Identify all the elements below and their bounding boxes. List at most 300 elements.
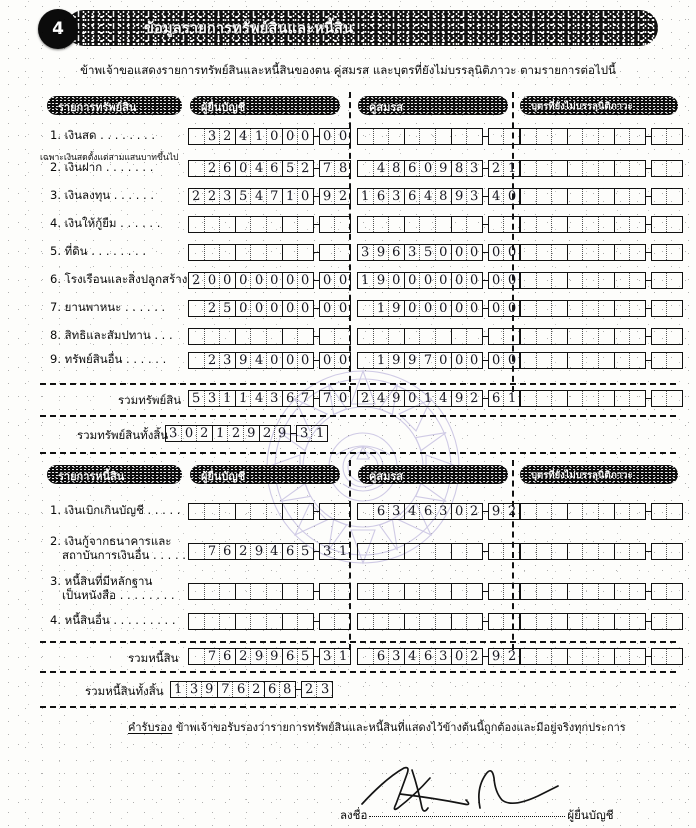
digit-cell[interactable] — [521, 584, 537, 599]
digit-cell[interactable] — [389, 329, 405, 344]
digit-cell[interactable] — [283, 189, 299, 204]
digit-cell[interactable] — [298, 273, 313, 288]
digit-cell[interactable] — [405, 129, 421, 144]
digit-cell[interactable] — [405, 217, 421, 232]
asset-1-spouse-satang[interactable] — [488, 128, 520, 145]
digit-cell[interactable] — [504, 504, 519, 519]
digit-cell[interactable] — [467, 584, 482, 599]
digit-cell[interactable] — [504, 649, 519, 664]
digit-cell[interactable] — [297, 426, 313, 441]
digit-cell[interactable] — [652, 584, 668, 599]
digit-cell[interactable] — [220, 161, 236, 176]
digit-cell[interactable] — [452, 245, 468, 260]
digit-cell[interactable] — [552, 329, 568, 344]
digit-cell[interactable] — [374, 217, 390, 232]
asset-1-declarant-baht[interactable] — [188, 128, 314, 145]
asset-6-declarant-satang[interactable] — [319, 272, 351, 289]
digit-cell[interactable] — [504, 129, 519, 144]
digit-cell[interactable] — [335, 273, 350, 288]
digit-cell[interactable] — [320, 353, 336, 368]
digit-cell[interactable] — [615, 301, 631, 316]
digit-cell[interactable] — [320, 649, 336, 664]
digit-cell[interactable] — [298, 584, 313, 599]
digit-cell[interactable] — [205, 649, 221, 664]
asset-2-spouse[interactable] — [357, 160, 520, 177]
digit-cell[interactable] — [389, 504, 405, 519]
digit-cell[interactable] — [452, 129, 468, 144]
digit-cell[interactable] — [267, 391, 283, 406]
digit-cell[interactable] — [251, 649, 267, 664]
digit-cell[interactable] — [420, 544, 436, 559]
asset-grandtotal-value-satang[interactable] — [296, 425, 328, 442]
liab-3-declarant[interactable] — [188, 583, 351, 600]
digit-cell[interactable] — [335, 504, 350, 519]
digit-cell[interactable] — [489, 391, 505, 406]
digit-cell[interactable] — [236, 273, 252, 288]
digit-cell[interactable] — [630, 391, 645, 406]
digit-cell[interactable] — [630, 189, 645, 204]
digit-cell[interactable] — [568, 217, 584, 232]
digit-cell[interactable] — [298, 301, 313, 316]
liab-1-declarant[interactable] — [188, 503, 351, 520]
digit-cell[interactable] — [599, 353, 615, 368]
digit-cell[interactable] — [420, 189, 436, 204]
digit-cell[interactable] — [405, 189, 421, 204]
digit-cell[interactable] — [504, 584, 519, 599]
digit-cell[interactable] — [504, 217, 519, 232]
digit-cell[interactable] — [504, 329, 519, 344]
liab-4-children[interactable] — [520, 613, 683, 630]
liab-4-spouse[interactable] — [357, 613, 520, 630]
asset-4-spouse-satang[interactable] — [488, 216, 520, 233]
digit-cell[interactable] — [197, 426, 213, 441]
digit-cell[interactable] — [389, 161, 405, 176]
asset-5-declarant-baht[interactable] — [188, 244, 314, 261]
digit-cell[interactable] — [189, 391, 205, 406]
liab-4-declarant-baht[interactable] — [188, 613, 314, 630]
digit-cell[interactable] — [251, 129, 267, 144]
digit-cell[interactable] — [405, 301, 421, 316]
liab-subtotal-spouse-baht[interactable] — [357, 648, 483, 665]
digit-cell[interactable] — [489, 189, 505, 204]
digit-cell[interactable] — [189, 273, 205, 288]
digit-cell[interactable] — [389, 614, 405, 629]
digit-cell[interactable] — [320, 161, 336, 176]
asset-6-spouse-satang[interactable] — [488, 272, 520, 289]
digit-cell[interactable] — [320, 273, 336, 288]
liab-2-children-baht[interactable] — [520, 543, 646, 560]
digit-cell[interactable] — [521, 245, 537, 260]
digit-cell[interactable] — [205, 301, 221, 316]
digit-cell[interactable] — [615, 649, 631, 664]
digit-cell[interactable] — [267, 544, 283, 559]
digit-cell[interactable] — [405, 584, 421, 599]
digit-cell[interactable] — [187, 682, 203, 697]
digit-cell[interactable] — [599, 245, 615, 260]
asset-1-declarant[interactable] — [188, 128, 351, 145]
digit-cell[interactable] — [583, 353, 599, 368]
digit-cell[interactable] — [599, 129, 615, 144]
digit-cell[interactable] — [205, 614, 221, 629]
digit-cell[interactable] — [374, 273, 390, 288]
digit-cell[interactable] — [521, 129, 537, 144]
digit-cell[interactable] — [220, 273, 236, 288]
asset-1-children[interactable] — [520, 128, 683, 145]
digit-cell[interactable] — [298, 353, 313, 368]
digit-cell[interactable] — [504, 245, 519, 260]
digit-cell[interactable] — [405, 353, 421, 368]
digit-cell[interactable] — [537, 353, 553, 368]
asset-9-spouse[interactable] — [357, 352, 520, 369]
digit-cell[interactable] — [389, 584, 405, 599]
digit-cell[interactable] — [667, 649, 682, 664]
liab-1-spouse-satang[interactable] — [488, 503, 520, 520]
digit-cell[interactable] — [405, 161, 421, 176]
digit-cell[interactable] — [389, 245, 405, 260]
liab-grandtotal-value-baht[interactable] — [170, 681, 296, 698]
digit-cell[interactable] — [298, 217, 313, 232]
digit-cell[interactable] — [552, 584, 568, 599]
digit-cell[interactable] — [267, 273, 283, 288]
digit-cell[interactable] — [630, 161, 645, 176]
digit-cell[interactable] — [420, 584, 436, 599]
digit-cell[interactable] — [568, 584, 584, 599]
digit-cell[interactable] — [467, 329, 482, 344]
liab-2-spouse-satang[interactable] — [488, 543, 520, 560]
digit-cell[interactable] — [436, 649, 452, 664]
digit-cell[interactable] — [504, 273, 519, 288]
asset-9-children-baht[interactable] — [520, 352, 646, 369]
digit-cell[interactable] — [405, 391, 421, 406]
asset-8-declarant[interactable] — [188, 328, 351, 345]
digit-cell[interactable] — [283, 504, 299, 519]
liab-2-declarant-satang[interactable] — [319, 543, 351, 560]
digit-cell[interactable] — [467, 353, 482, 368]
digit-cell[interactable] — [615, 584, 631, 599]
digit-cell[interactable] — [228, 426, 244, 441]
asset-4-children[interactable] — [520, 216, 683, 233]
digit-cell[interactable] — [630, 649, 645, 664]
asset-8-spouse-baht[interactable] — [357, 328, 483, 345]
signature-line[interactable] — [369, 806, 565, 817]
asset-3-declarant[interactable] — [188, 188, 351, 205]
digit-cell[interactable] — [615, 329, 631, 344]
digit-cell[interactable] — [420, 161, 436, 176]
digit-cell[interactable] — [218, 682, 234, 697]
digit-cell[interactable] — [467, 504, 482, 519]
digit-cell[interactable] — [568, 301, 584, 316]
digit-cell[interactable] — [220, 504, 236, 519]
digit-cell[interactable] — [521, 301, 537, 316]
digit-cell[interactable] — [452, 614, 468, 629]
digit-cell[interactable] — [317, 682, 332, 697]
liab-1-spouse-baht[interactable] — [357, 503, 483, 520]
digit-cell[interactable] — [436, 544, 452, 559]
digit-cell[interactable] — [630, 217, 645, 232]
digit-cell[interactable] — [420, 301, 436, 316]
digit-cell[interactable] — [358, 189, 374, 204]
liab-3-spouse-satang[interactable] — [488, 583, 520, 600]
digit-cell[interactable] — [436, 245, 452, 260]
digit-cell[interactable] — [405, 504, 421, 519]
digit-cell[interactable] — [667, 129, 682, 144]
digit-cell[interactable] — [615, 245, 631, 260]
digit-cell[interactable] — [615, 161, 631, 176]
liab-2-declarant[interactable] — [188, 543, 351, 560]
digit-cell[interactable] — [504, 301, 519, 316]
asset-3-spouse-satang[interactable] — [488, 188, 520, 205]
asset-1-children-satang[interactable] — [651, 128, 683, 145]
digit-cell[interactable] — [171, 682, 187, 697]
digit-cell[interactable] — [189, 161, 205, 176]
asset-1-declarant-satang[interactable] — [319, 128, 351, 145]
asset-6-spouse[interactable] — [357, 272, 520, 289]
asset-2-children-satang[interactable] — [651, 160, 683, 177]
digit-cell[interactable] — [251, 391, 267, 406]
digit-cell[interactable] — [220, 584, 236, 599]
digit-cell[interactable] — [630, 544, 645, 559]
digit-cell[interactable] — [213, 426, 229, 441]
digit-cell[interactable] — [504, 189, 519, 204]
digit-cell[interactable] — [320, 391, 336, 406]
digit-cell[interactable] — [283, 301, 299, 316]
digit-cell[interactable] — [537, 189, 553, 204]
asset-4-spouse[interactable] — [357, 216, 520, 233]
digit-cell[interactable] — [205, 391, 221, 406]
digit-cell[interactable] — [283, 129, 299, 144]
digit-cell[interactable] — [205, 353, 221, 368]
liab-4-children-baht[interactable] — [520, 613, 646, 630]
digit-cell[interactable] — [267, 649, 283, 664]
digit-cell[interactable] — [251, 245, 267, 260]
digit-cell[interactable] — [405, 649, 421, 664]
digit-cell[interactable] — [374, 649, 390, 664]
digit-cell[interactable] — [189, 245, 205, 260]
digit-cell[interactable] — [267, 189, 283, 204]
digit-cell[interactable] — [236, 129, 252, 144]
digit-cell[interactable] — [251, 544, 267, 559]
asset-7-spouse[interactable] — [357, 300, 520, 317]
digit-cell[interactable] — [251, 273, 267, 288]
digit-cell[interactable] — [220, 129, 236, 144]
digit-cell[interactable] — [420, 129, 436, 144]
digit-cell[interactable] — [436, 329, 452, 344]
asset-9-spouse-baht[interactable] — [357, 352, 483, 369]
digit-cell[interactable] — [236, 614, 252, 629]
digit-cell[interactable] — [568, 614, 584, 629]
asset-8-spouse[interactable] — [357, 328, 520, 345]
digit-cell[interactable] — [521, 329, 537, 344]
digit-cell[interactable] — [335, 245, 350, 260]
digit-cell[interactable] — [267, 301, 283, 316]
digit-cell[interactable] — [251, 301, 267, 316]
asset-7-children[interactable] — [520, 300, 683, 317]
digit-cell[interactable] — [599, 301, 615, 316]
asset-7-spouse-baht[interactable] — [357, 300, 483, 317]
digit-cell[interactable] — [583, 217, 599, 232]
asset-1-children-baht[interactable] — [520, 128, 646, 145]
asset-grandtotal-value-baht[interactable] — [165, 425, 291, 442]
digit-cell[interactable] — [358, 649, 374, 664]
asset-7-declarant[interactable] — [188, 300, 351, 317]
digit-cell[interactable] — [182, 426, 198, 441]
digit-cell[interactable] — [267, 161, 283, 176]
digit-cell[interactable] — [552, 189, 568, 204]
asset-8-declarant-satang[interactable] — [319, 328, 351, 345]
digit-cell[interactable] — [220, 301, 236, 316]
digit-cell[interactable] — [452, 301, 468, 316]
asset-2-spouse-satang[interactable] — [488, 160, 520, 177]
digit-cell[interactable] — [599, 161, 615, 176]
asset-8-spouse-satang[interactable] — [488, 328, 520, 345]
digit-cell[interactable] — [521, 614, 537, 629]
digit-cell[interactable] — [436, 614, 452, 629]
digit-cell[interactable] — [467, 301, 482, 316]
digit-cell[interactable] — [358, 353, 374, 368]
digit-cell[interactable] — [583, 245, 599, 260]
digit-cell[interactable] — [205, 189, 221, 204]
digit-cell[interactable] — [615, 614, 631, 629]
digit-cell[interactable] — [599, 391, 615, 406]
asset-5-spouse-satang[interactable] — [488, 244, 520, 261]
digit-cell[interactable] — [267, 614, 283, 629]
digit-cell[interactable] — [652, 504, 668, 519]
digit-cell[interactable] — [260, 426, 276, 441]
digit-cell[interactable] — [220, 245, 236, 260]
digit-cell[interactable] — [667, 544, 682, 559]
digit-cell[interactable] — [358, 504, 374, 519]
digit-cell[interactable] — [244, 426, 260, 441]
liab-1-children[interactable] — [520, 503, 683, 520]
liab-subtotal-spouse[interactable] — [357, 648, 520, 665]
digit-cell[interactable] — [205, 584, 221, 599]
asset-2-spouse-baht[interactable] — [357, 160, 483, 177]
digit-cell[interactable] — [452, 189, 468, 204]
digit-cell[interactable] — [389, 391, 405, 406]
digit-cell[interactable] — [420, 353, 436, 368]
digit-cell[interactable] — [489, 161, 505, 176]
digit-cell[interactable] — [405, 544, 421, 559]
digit-cell[interactable] — [489, 245, 505, 260]
digit-cell[interactable] — [583, 614, 599, 629]
asset-8-children[interactable] — [520, 328, 683, 345]
asset-2-declarant-baht[interactable] — [188, 160, 314, 177]
digit-cell[interactable] — [583, 584, 599, 599]
digit-cell[interactable] — [599, 504, 615, 519]
digit-cell[interactable] — [420, 217, 436, 232]
digit-cell[interactable] — [489, 504, 505, 519]
digit-cell[interactable] — [358, 329, 374, 344]
liab-grandtotal-value[interactable] — [170, 681, 333, 698]
digit-cell[interactable] — [583, 301, 599, 316]
digit-cell[interactable] — [267, 504, 283, 519]
liab-4-spouse-baht[interactable] — [357, 613, 483, 630]
digit-cell[interactable] — [599, 649, 615, 664]
digit-cell[interactable] — [374, 129, 390, 144]
digit-cell[interactable] — [374, 353, 390, 368]
digit-cell[interactable] — [189, 584, 205, 599]
digit-cell[interactable] — [267, 584, 283, 599]
liab-4-declarant-satang[interactable] — [319, 613, 351, 630]
digit-cell[interactable] — [374, 329, 390, 344]
asset-6-children-baht[interactable] — [520, 272, 646, 289]
digit-cell[interactable] — [335, 189, 350, 204]
digit-cell[interactable] — [537, 504, 553, 519]
digit-cell[interactable] — [189, 353, 205, 368]
digit-cell[interactable] — [467, 614, 482, 629]
digit-cell[interactable] — [283, 584, 299, 599]
digit-cell[interactable] — [537, 649, 553, 664]
digit-cell[interactable] — [420, 391, 436, 406]
liab-3-children-baht[interactable] — [520, 583, 646, 600]
digit-cell[interactable] — [283, 353, 299, 368]
asset-3-declarant-satang[interactable] — [319, 188, 351, 205]
asset-3-children-baht[interactable] — [520, 188, 646, 205]
digit-cell[interactable] — [452, 584, 468, 599]
digit-cell[interactable] — [652, 189, 668, 204]
digit-cell[interactable] — [667, 189, 682, 204]
liab-1-children-satang[interactable] — [651, 503, 683, 520]
digit-cell[interactable] — [267, 353, 283, 368]
digit-cell[interactable] — [251, 353, 267, 368]
liab-subtotal-declarant-satang[interactable] — [319, 648, 351, 665]
digit-cell[interactable] — [630, 245, 645, 260]
digit-cell[interactable] — [489, 273, 505, 288]
digit-cell[interactable] — [358, 245, 374, 260]
liab-subtotal-declarant-baht[interactable] — [188, 648, 314, 665]
asset-9-declarant-baht[interactable] — [188, 352, 314, 369]
asset-5-spouse-baht[interactable] — [357, 244, 483, 261]
digit-cell[interactable] — [189, 189, 205, 204]
asset-5-declarant-satang[interactable] — [319, 244, 351, 261]
digit-cell[interactable] — [568, 353, 584, 368]
digit-cell[interactable] — [283, 614, 299, 629]
digit-cell[interactable] — [389, 649, 405, 664]
asset-3-spouse-baht[interactable] — [357, 188, 483, 205]
digit-cell[interactable] — [405, 245, 421, 260]
digit-cell[interactable] — [436, 353, 452, 368]
liab-2-children-satang[interactable] — [651, 543, 683, 560]
digit-cell[interactable] — [521, 504, 537, 519]
digit-cell[interactable] — [630, 301, 645, 316]
digit-cell[interactable] — [283, 245, 299, 260]
digit-cell[interactable] — [615, 273, 631, 288]
digit-cell[interactable] — [251, 217, 267, 232]
asset-3-children-satang[interactable] — [651, 188, 683, 205]
digit-cell[interactable] — [283, 273, 299, 288]
digit-cell[interactable] — [467, 273, 482, 288]
digit-cell[interactable] — [236, 353, 252, 368]
asset-subtotal-spouse[interactable] — [357, 390, 520, 407]
asset-7-declarant-baht[interactable] — [188, 300, 314, 317]
liab-4-children-satang[interactable] — [651, 613, 683, 630]
digit-cell[interactable] — [358, 301, 374, 316]
digit-cell[interactable] — [220, 217, 236, 232]
digit-cell[interactable] — [436, 584, 452, 599]
digit-cell[interactable] — [358, 391, 374, 406]
asset-9-children[interactable] — [520, 352, 683, 369]
asset-3-spouse[interactable] — [357, 188, 520, 205]
asset-3-children[interactable] — [520, 188, 683, 205]
digit-cell[interactable] — [283, 329, 299, 344]
digit-cell[interactable] — [568, 189, 584, 204]
digit-cell[interactable] — [652, 245, 668, 260]
liab-subtotal-children[interactable] — [520, 648, 683, 665]
digit-cell[interactable] — [504, 161, 519, 176]
digit-cell[interactable] — [489, 129, 505, 144]
digit-cell[interactable] — [652, 649, 668, 664]
digit-cell[interactable] — [189, 217, 205, 232]
